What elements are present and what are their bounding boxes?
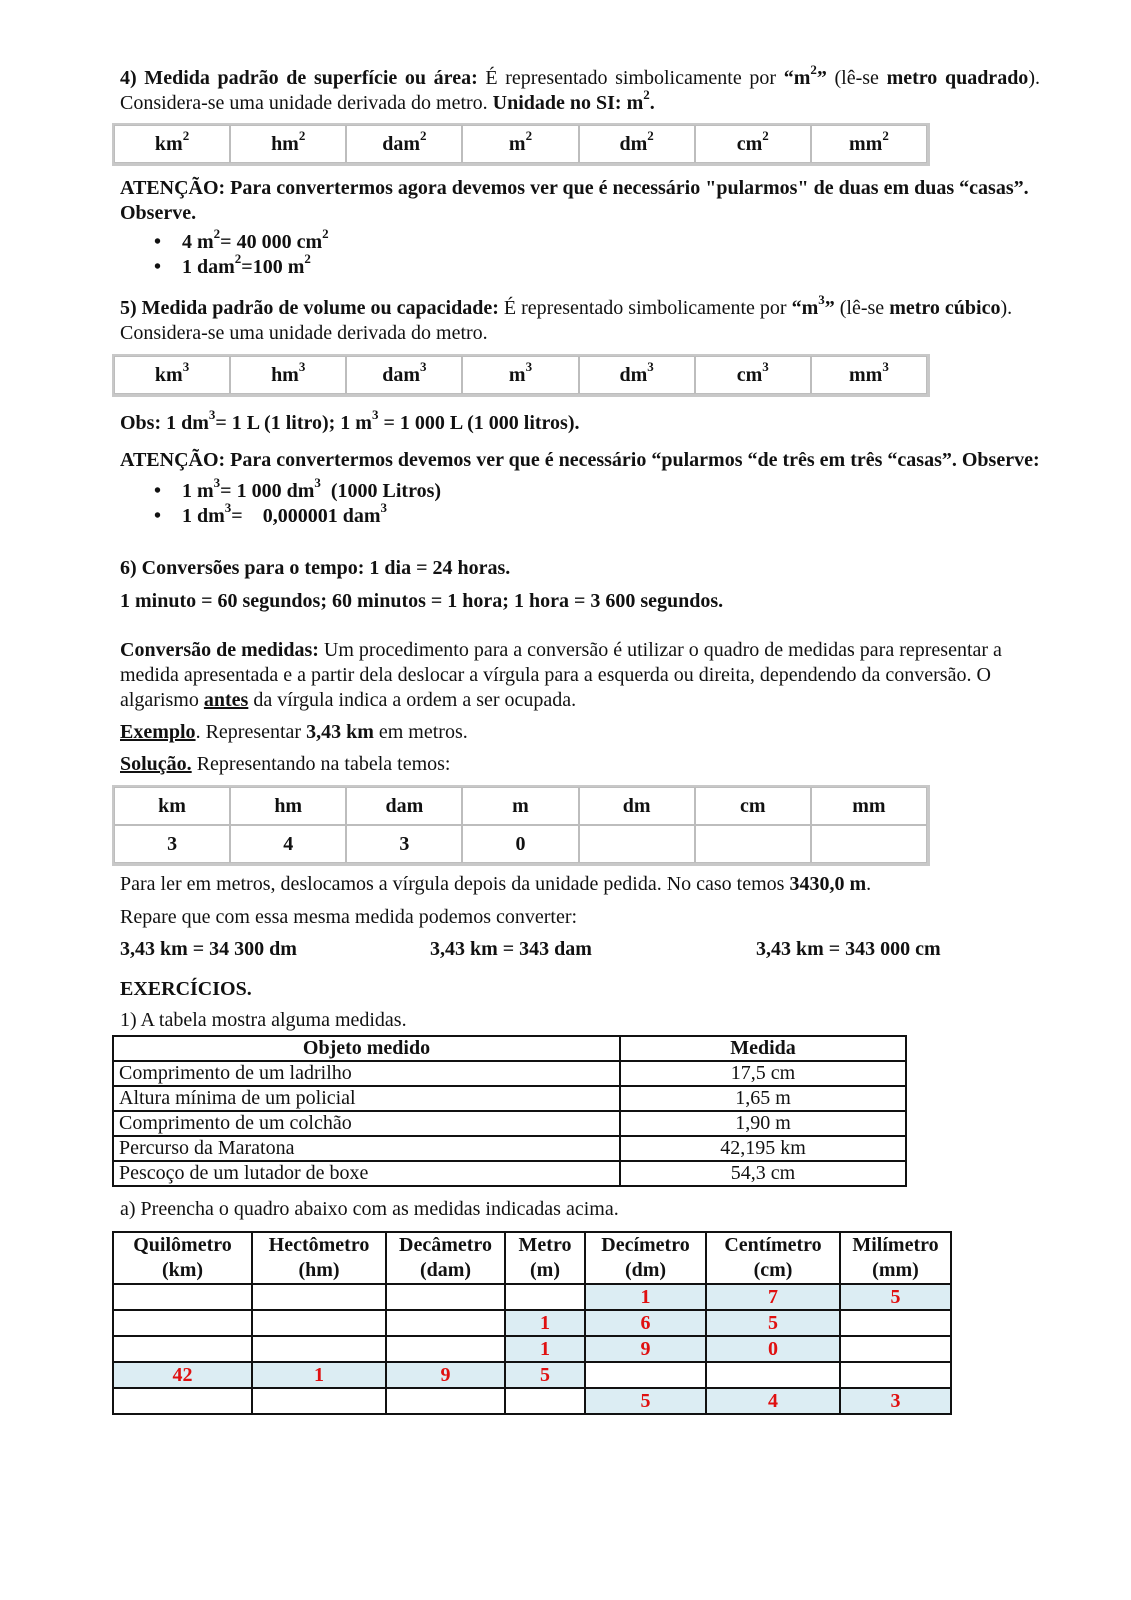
answer-cell: 6: [585, 1310, 706, 1336]
table-row: Pescoço de um lutador de boxe 54,3 cm: [113, 1161, 906, 1186]
volume-unit-cell: dam$^3$: [346, 356, 462, 394]
list-item: • 1 $m^3= 1$ 000 $dm^3$ (1000 Litros): [182, 479, 1040, 504]
section5-examples: [120, 475, 1040, 529]
section4-examples: [120, 226, 1040, 280]
answer-cell: [113, 1284, 252, 1310]
section5-intro: 5) Medida padrão de volume ou capacidade: É representado simbolicamente por “$m^3$” (lê-se metro cúbico). Considera-se uma unidade derivada do metro.: [120, 292, 1013, 344]
section4-attention: ATENÇÃO: Para convertermos agora devemos ver que é necessário "pularmos" de duas em duas “casas”. Observe.: [120, 177, 1029, 224]
answer-cell: [252, 1284, 386, 1310]
value-cell: [579, 825, 695, 863]
answer-cell: 9: [585, 1336, 706, 1362]
example-line: Exemplo. Representar 3,43 km em metros.: [120, 721, 468, 743]
conversion-label: Conversão de medidas:: [120, 639, 319, 661]
document-page: [119, 62, 1040, 1415]
answer-cell: [840, 1336, 951, 1362]
table-row: Percurso da Maratona 42,195 km: [113, 1136, 906, 1161]
area-unit-cell: $hm^2$: [230, 125, 346, 163]
volume-unit-cell: $cm^3$: [695, 356, 811, 394]
conversion-results: [120, 938, 1040, 961]
area-unit-cell: $m^2$: [462, 125, 578, 163]
answer-cell: 3: [840, 1388, 951, 1414]
answer-cell: [585, 1362, 706, 1388]
answer-cell: [386, 1284, 505, 1310]
column-header: Quilômetro (km): [113, 1232, 252, 1284]
answer-cell: 5: [840, 1284, 951, 1310]
table-row: Comprimento de um colchão 1,90 m: [113, 1111, 906, 1136]
section4-intro: 4) Medida padrão de superfície ou área: É representado simbolicamente por “$m^2$” (lê-se metro quadrado). Considera-se uma unidade derivada do metro. Unidade no SI: $m^2$.: [120, 62, 1040, 114]
table-row: [113, 1284, 951, 1310]
answer-cell: 5: [585, 1388, 706, 1414]
answer-cell: [386, 1388, 505, 1414]
volume-unit-cell: $m^3$: [462, 356, 578, 394]
list-item: • 1 dam$^2$=100 $m^2$: [182, 255, 1040, 280]
answer-cell: 5: [706, 1310, 840, 1336]
section5-title: 5) Medida padrão de volume ou capacidade:: [120, 297, 499, 319]
value-cell: 4: [230, 825, 346, 863]
answer-cell: 7: [706, 1284, 840, 1310]
area-unit-cell: $dm^2$: [579, 125, 695, 163]
area-unit-cell: $mm^2$: [811, 125, 927, 163]
answer-cell: [706, 1362, 840, 1388]
table-row: Comprimento de um ladrilho 17,5 cm: [113, 1061, 906, 1086]
column-header: Metro (m): [505, 1232, 585, 1284]
example-conversion-table: [112, 785, 930, 866]
header-cell: cm: [695, 787, 811, 825]
answer-cell: [252, 1336, 386, 1362]
table-row: [113, 1362, 951, 1388]
column-header: Objeto medido: [113, 1036, 620, 1061]
read-line: Para ler em metros, deslocamos a vírgula depois da unidade pedida. No caso temos 3430,0 m.: [120, 873, 872, 895]
answer-cell: [113, 1310, 252, 1336]
repare-line: Repare que com essa mesma medida podemos converter:: [120, 906, 578, 928]
answer-cell: 1: [252, 1362, 386, 1388]
value-cell: 3: [114, 825, 230, 863]
area-units-table: [112, 123, 930, 166]
volume-units-table: [112, 354, 930, 397]
volume-unit-cell: $mm^3$: [811, 356, 927, 394]
question-1: 1) A tabela mostra alguma medidas.: [120, 1009, 407, 1031]
answer-cell: 42: [113, 1362, 252, 1388]
answer-cell: 1: [585, 1284, 706, 1310]
table-row: [113, 1310, 951, 1336]
header-cell: km: [114, 787, 230, 825]
value-cell: 0: [462, 825, 578, 863]
value-cell: [811, 825, 927, 863]
section6-line2: 1 minuto = 60 segundos; 60 minutos = 1 hora; 1 hora = 3 600 segundos.: [120, 590, 724, 612]
column-header: Decímetro (dm): [585, 1232, 706, 1284]
column-header: Milímetro (mm): [840, 1232, 951, 1284]
header-cell: m: [462, 787, 578, 825]
table-row: [113, 1336, 951, 1362]
question-a: a) Preencha o quadro abaixo com as medidas indicadas acima.: [120, 1198, 619, 1220]
column-header: Medida: [620, 1036, 906, 1061]
answer-cell: [505, 1388, 585, 1414]
answer-cell: [252, 1310, 386, 1336]
answer-cell: [840, 1362, 951, 1388]
area-unit-cell: $km^2$: [114, 125, 230, 163]
answer-cell: [386, 1336, 505, 1362]
volume-unit-cell: $hm^3$: [230, 356, 346, 394]
answer-cell: 5: [505, 1362, 585, 1388]
header-cell: hm: [230, 787, 346, 825]
answer-cell: [252, 1388, 386, 1414]
header-cell: mm: [811, 787, 927, 825]
solution-line: Solução. Representando na tabela temos:: [120, 753, 451, 775]
list-item: • 4 $m^2= 40$ 000 $cm^2$: [182, 230, 1040, 255]
fill-in-table: [112, 1231, 952, 1415]
list-item: • 1 $dm^3=$ 0,000001 dam$^3$: [182, 504, 1040, 529]
value-cell: [695, 825, 811, 863]
answer-cell: [113, 1336, 252, 1362]
column-header: Decâmetro (dam): [386, 1232, 505, 1284]
answer-cell: 4: [706, 1388, 840, 1414]
emphasis-antes: antes: [203, 689, 249, 711]
answer-cell: [505, 1284, 585, 1310]
value-cell: 3: [346, 825, 462, 863]
answer-cell: 0: [706, 1336, 840, 1362]
conversion-result: 3,43 km = 34 300 dm: [120, 938, 297, 960]
volume-unit-cell: $km^3$: [114, 356, 230, 394]
conversion-paragraph: Conversão de medidas: Um procedimento para a conversão é utilizar o quadro de medidas para representar a medida apresentada e a partir dela deslocar a vírgula para a esquerda ou direita, dependendo da conversão. O algarismo antes da vírgula indica a ordem a ser ocupada.: [120, 639, 1002, 711]
column-header: Hectômetro (hm): [252, 1232, 386, 1284]
answer-cell: 1: [505, 1336, 585, 1362]
answer-cell: [386, 1310, 505, 1336]
area-unit-cell: $cm^2$: [695, 125, 811, 163]
section5-obs: Obs: 1 $dm^3= 1$ L (1 litro); 1 $m^3 = 1$ 000 L (1 000 litros).: [120, 407, 580, 434]
volume-unit-cell: $dm^3$: [579, 356, 695, 394]
area-unit-cell: dam$^2$: [346, 125, 462, 163]
table-row: Altura mínima de um policial 1,65 m: [113, 1086, 906, 1111]
header-cell: dam: [346, 787, 462, 825]
conversion-result: 3,43 km = 343 000 cm: [756, 938, 941, 960]
answer-cell: [113, 1388, 252, 1414]
section6-line1: 6) Conversões para o tempo: 1 dia = 24 horas.: [120, 557, 511, 579]
conversion-result: 3,43 km = 343 dam: [430, 938, 592, 960]
measurements-table: [112, 1035, 907, 1187]
answer-cell: [840, 1310, 951, 1336]
answer-cell: 9: [386, 1362, 505, 1388]
answer-cell: 1: [505, 1310, 585, 1336]
section4-title: 4) Medida padrão de superfície ou área:: [120, 67, 478, 89]
exercises-title: EXERCÍCIOS.: [120, 978, 252, 1000]
column-header: Centímetro (cm): [706, 1232, 840, 1284]
header-cell: dm: [579, 787, 695, 825]
table-row: [113, 1388, 951, 1414]
section5-attention: ATENÇÃO: Para convertermos devemos ver que é necessário “pularmos “de três em três “casas”. Observe:: [120, 449, 1040, 471]
